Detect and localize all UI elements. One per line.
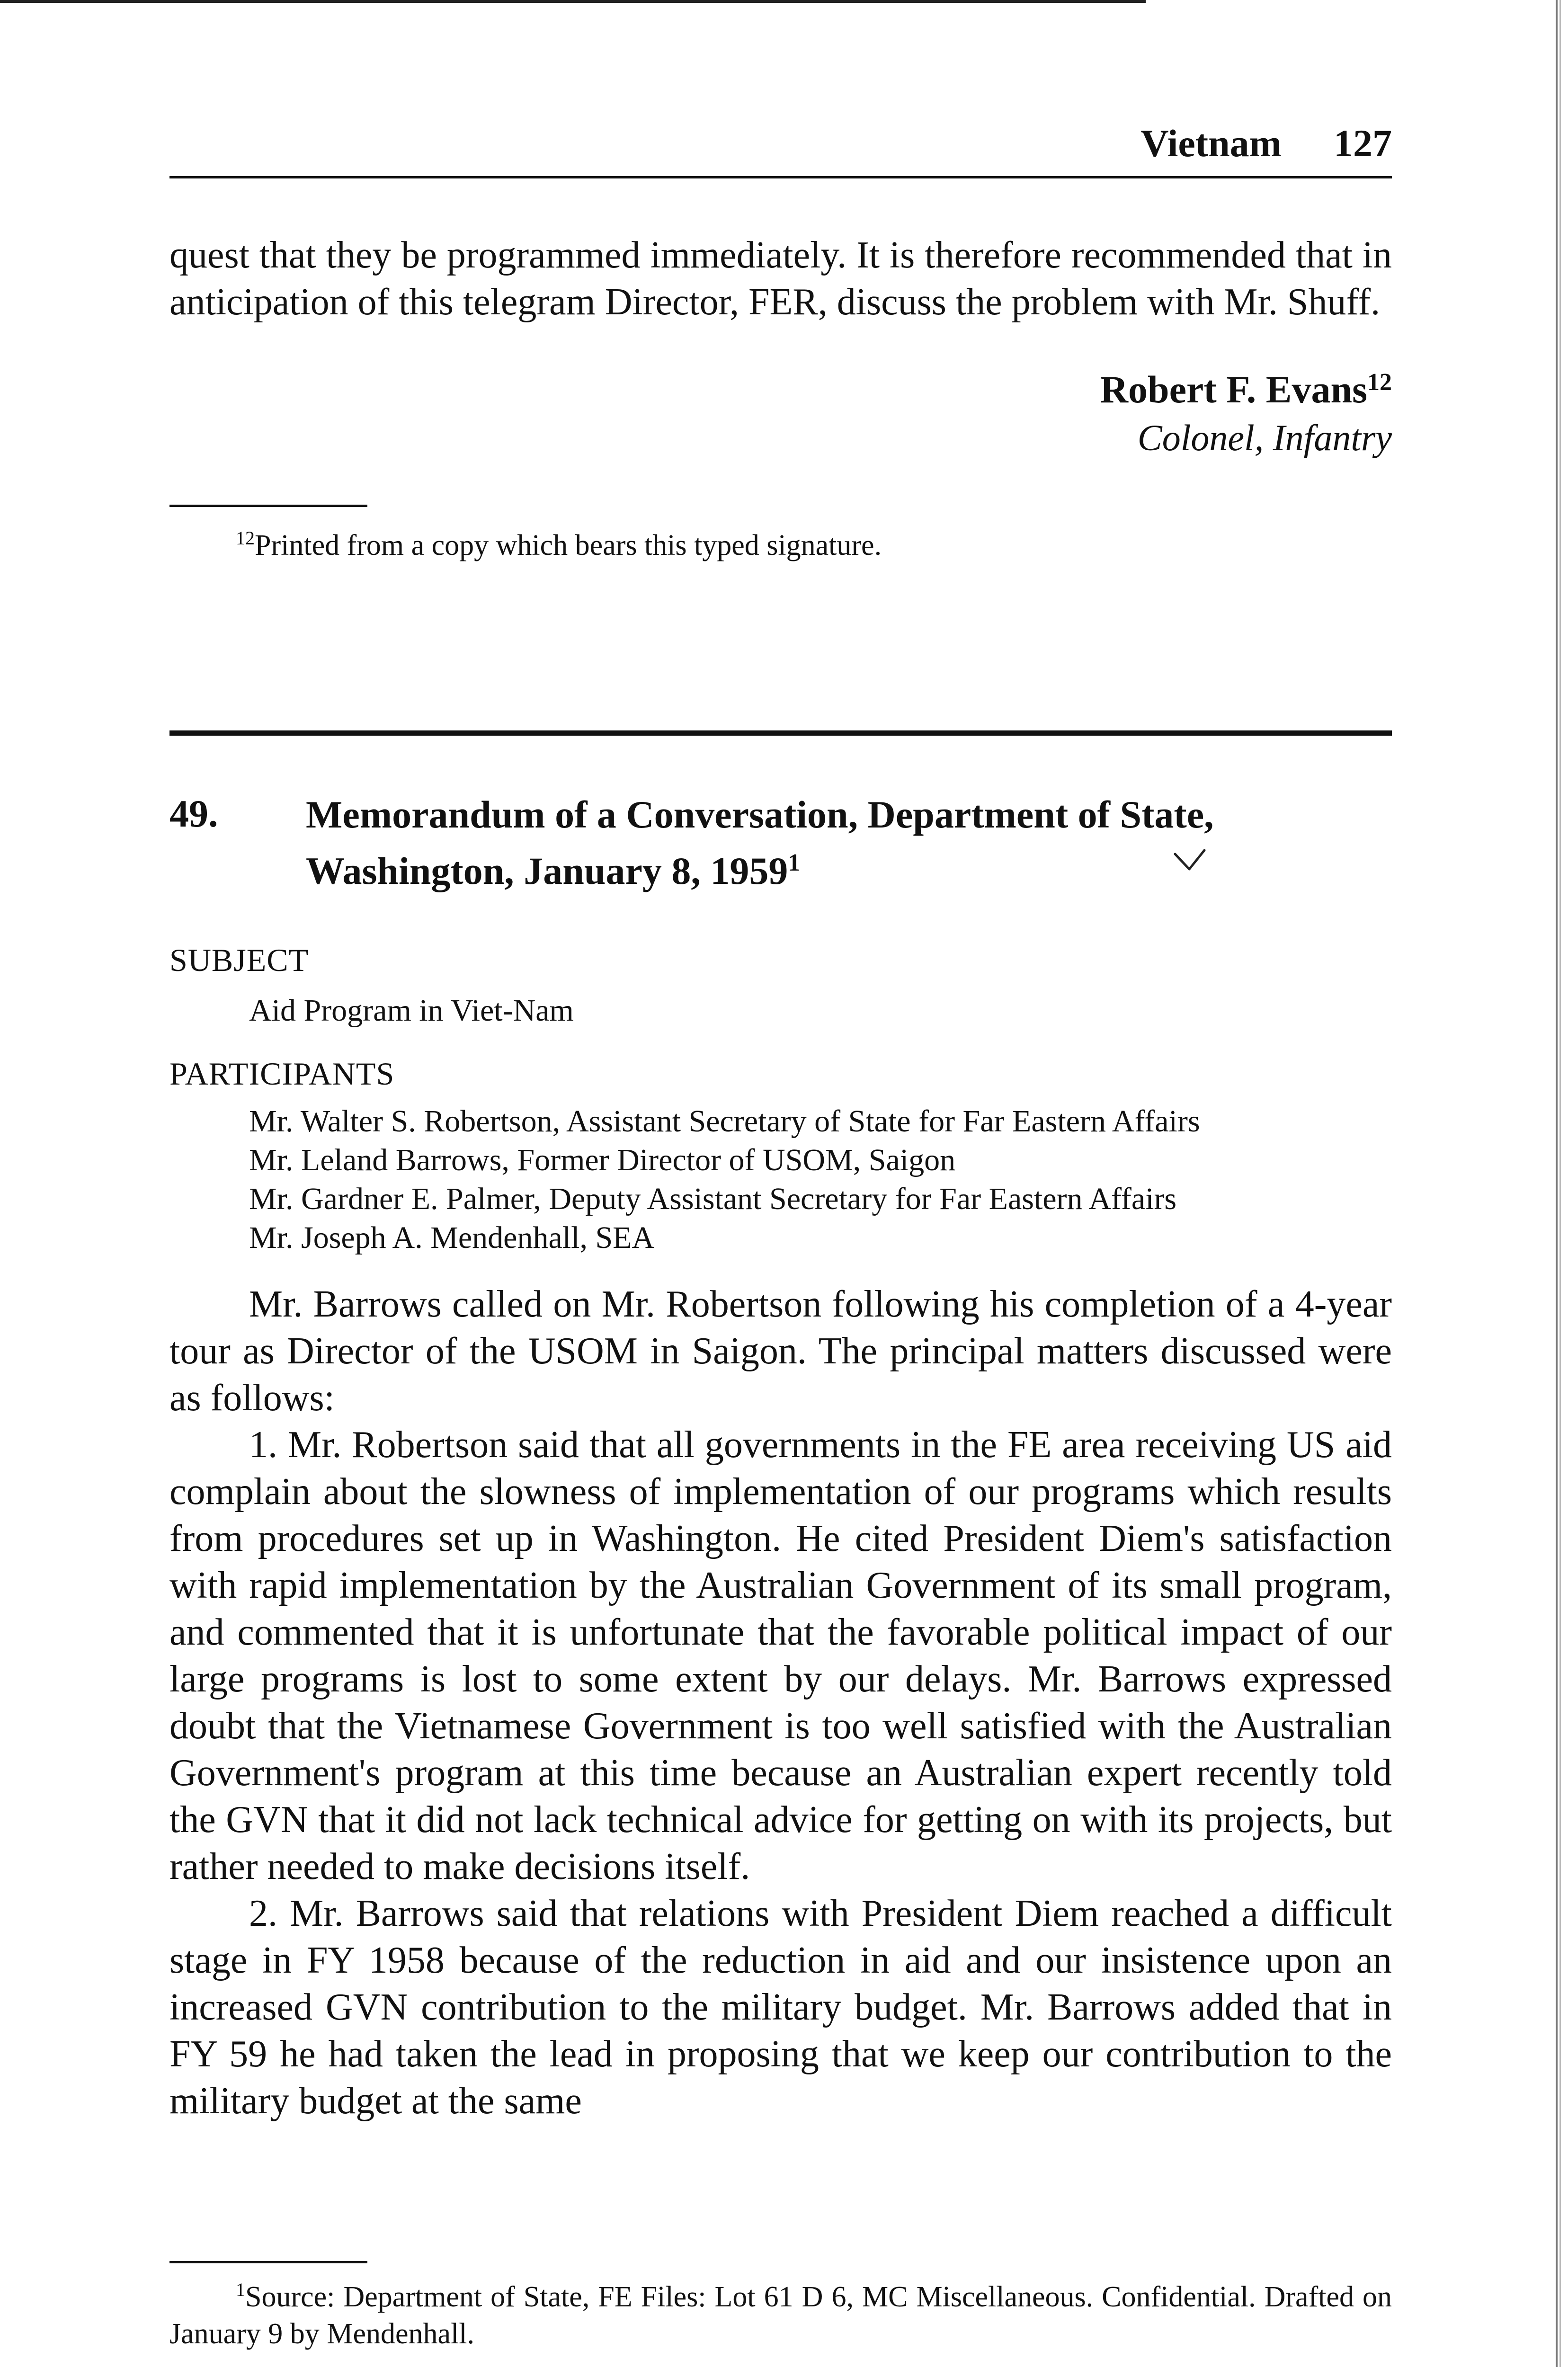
footnote-rule <box>169 505 367 507</box>
footnote-1 <box>169 2271 1392 2352</box>
participant-item: Mr. Joseph A. Mendenhall, SEA <box>249 1220 655 1255</box>
participant-item: Mr. Walter S. Robertson, Assistant Secretary of State for Far Eastern Affairs <box>249 1104 1200 1139</box>
running-head-rule <box>169 176 1392 178</box>
document-number: 49. <box>169 792 218 835</box>
signature-name-text: Robert F. Evans <box>1100 368 1367 411</box>
page-number: 127 <box>1334 122 1392 165</box>
handwritten-check-mark <box>1173 847 1206 876</box>
document-title-text: Memorandum of a Conversation, Department of State, Washington, January 8, 1959 <box>306 793 1214 892</box>
participant-item: Mr. Gardner E. Palmer, Deputy Assistant Secretary for Far Eastern Affairs <box>249 1182 1177 1216</box>
footnote-1-marker: 1 <box>236 2279 245 2300</box>
footnote-12-marker: 12 <box>236 527 255 549</box>
scan-top-border <box>0 0 1146 3</box>
body-paragraph-intro: Mr. Barrows called on Mr. Robertson following his completion of a 4-year tour as Director of the USOM in Saigon. The principal matters discussed were as follows: <box>169 1283 1392 1419</box>
body-paragraph-2: 2. Mr. Barrows said that relations with President Diem reached a difficult stage in FY 1958 because of the reduction in aid and our insistence upon an increased GVN contribution to the military budget. Mr. Barrows added that in FY 59 he had taken the lead in proposing that we keep our contribution to the military budget at the same <box>169 1893 1392 2122</box>
footnote-1-text: Source: Department of State, FE Files: Lot 61 D 6, MC Miscellaneous. Confidential. Drafted on January 9 by Mendenhall. <box>169 2281 1392 2350</box>
scan-right-edge-shadow <box>1559 0 1561 2367</box>
participant-item: Mr. Leland Barrows, Former Director of USOM, Saigon <box>249 1143 956 1177</box>
continuation-paragraph: quest that they be programmed immediately. It is therefore recommended that in anticipation of this telegram Director, FER, discuss the problem with Mr. Shuff. <box>169 234 1392 323</box>
footnote-rule <box>169 2261 367 2263</box>
signature-name <box>169 370 1392 409</box>
participants-label: PARTICIPANTS <box>169 1056 395 1092</box>
participants-list <box>249 1102 1392 1257</box>
footnote-12-text: Printed from a copy which bears this typed signature. <box>255 529 882 561</box>
scan-right-edge <box>1556 0 1558 2367</box>
subject-label: SUBJECT <box>169 942 309 978</box>
body-paragraph-1: 1. Mr. Robertson said that all governments in the FE area receiving US aid complain about the slowness of implementation of our programs which results from procedures set up in Washington. He cited President Diem's satisfaction with rapid implementation by the Australian Government of its small program, and commented that it is unfortunate that the favorable political impact of our large programs is lost to some extent by our delays. Mr. Barrows expressed doubt that the Vietnamese Government is too well satisfied with the Australian Government's program at this time because an Australian expert recently told the GVN that it did not lack technical advice for getting on with its projects, but rather needed to make decisions itself. <box>169 1424 1392 1887</box>
signature-footnote-ref: 12 <box>1367 369 1392 396</box>
signature-rank: Colonel, Infantry <box>1137 417 1392 458</box>
document-title <box>306 791 1392 895</box>
section-divider <box>169 730 1392 736</box>
subject-text: Aid Program in Viet-Nam <box>249 993 574 1028</box>
document-title-footnote-ref: 1 <box>788 849 801 876</box>
running-head <box>169 124 1392 163</box>
footnote-12 <box>169 520 1392 564</box>
running-head-title: Vietnam <box>1140 122 1282 165</box>
memorandum-body <box>169 1281 1392 2125</box>
